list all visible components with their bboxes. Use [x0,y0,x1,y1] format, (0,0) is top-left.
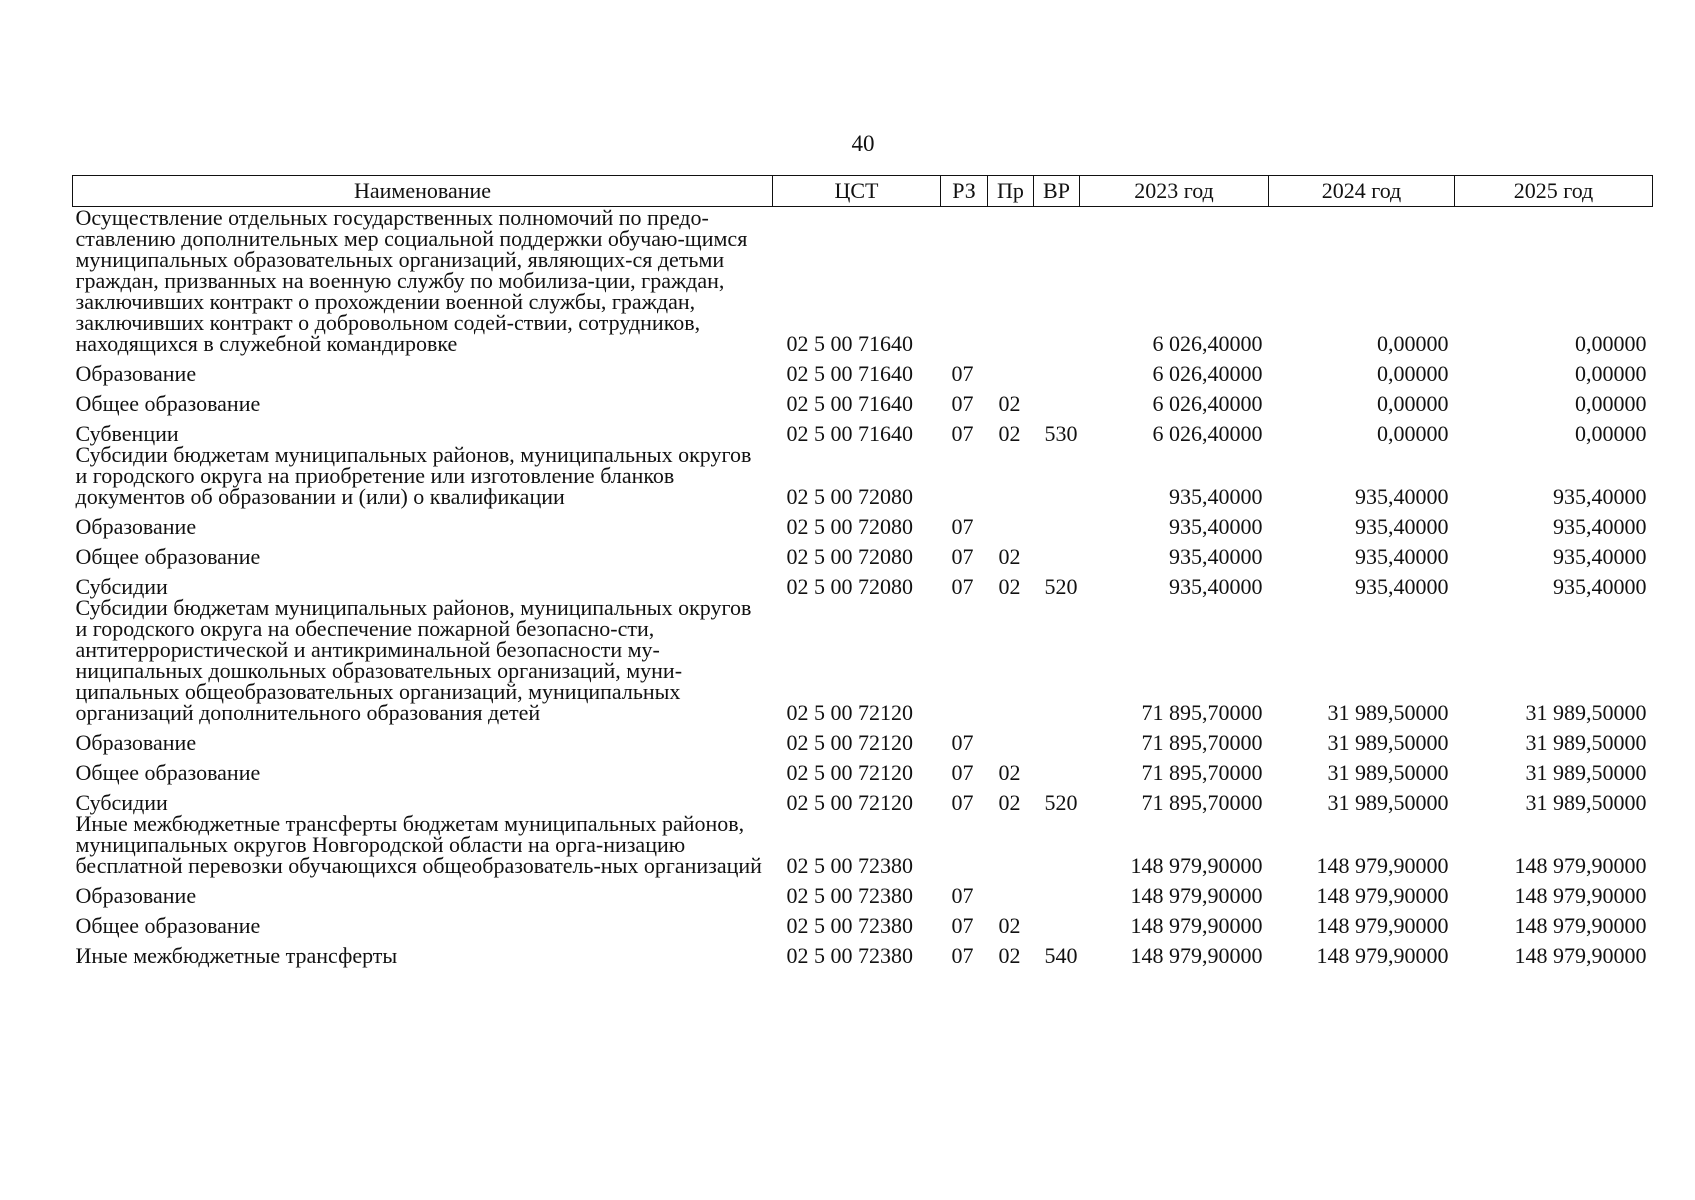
row-2023: 71 895,70000 [1141,790,1263,815]
row-cst: 02 5 00 72120 [786,790,913,815]
row-2023: 71 895,70000 [1141,730,1263,755]
row-vr: 530 [1044,421,1078,446]
row-name: Субвенции [75,421,179,446]
row-vr [1034,507,1080,537]
table-row [73,723,1653,753]
table-row [73,783,1653,813]
row-name: Субсидии [75,574,168,599]
row-pr: 02 [998,760,1021,785]
row-vr: 520 [1044,790,1078,815]
row-cst: 02 5 00 72380 [786,913,913,938]
row-2023: 148 979,90000 [1130,943,1263,968]
row-2024: 31 989,50000 [1327,790,1449,815]
row-2025: 148 979,90000 [1514,913,1647,938]
row-2024: 31 989,50000 [1327,730,1449,755]
row-pr: 02 [998,544,1021,569]
row-name: Общее образование [75,760,261,785]
budget-table [72,175,1653,966]
row-cst: 02 5 00 72080 [786,514,913,539]
row-2025: 935,40000 [1553,574,1647,599]
row-2023: 6 026,40000 [1152,331,1263,356]
row-cst: 02 5 00 72120 [786,700,913,725]
row-pr [988,813,1034,876]
row-2024: 935,40000 [1355,514,1449,539]
row-vr [1034,597,1080,723]
header-rz: РЗ [941,176,988,207]
table-row [73,906,1653,936]
row-2024: 148 979,90000 [1316,883,1449,908]
table-row [73,597,1653,723]
row-name: Образование [75,883,197,908]
row-2023: 935,40000 [1169,574,1263,599]
row-name: Образование [75,361,197,386]
row-2024: 148 979,90000 [1316,853,1449,878]
row-2025: 0,00000 [1575,331,1647,356]
row-2023: 71 895,70000 [1141,760,1263,785]
row-2024: 0,00000 [1377,421,1449,446]
row-rz: 07 [951,391,974,416]
row-2025: 31 989,50000 [1525,760,1647,785]
row-vr [1034,876,1080,906]
row-rz: 07 [951,514,974,539]
row-vr [1034,906,1080,936]
row-cst: 02 5 00 72080 [786,484,913,509]
table-header-row [73,176,1653,207]
row-pr: 02 [998,391,1021,416]
row-pr [988,207,1034,355]
row-name: Образование [75,730,197,755]
row-name: Общее образование [75,391,261,416]
row-rz: 07 [951,730,974,755]
row-rz: 07 [951,760,974,785]
row-2025: 0,00000 [1575,361,1647,386]
row-pr: 02 [998,421,1021,446]
row-name: Общее образование [75,913,261,938]
row-2024: 148 979,90000 [1316,913,1449,938]
row-vr [1034,813,1080,876]
row-2024: 148 979,90000 [1316,943,1449,968]
row-pr [988,444,1034,507]
row-rz [941,597,988,723]
row-pr: 02 [998,790,1021,815]
row-2023: 148 979,90000 [1130,913,1263,938]
row-cst: 02 5 00 72120 [786,730,913,755]
row-vr [1034,723,1080,753]
row-name: Субсидии бюджетам муниципальных районов, муниципальных округов и городского округа на приобретение или изготовление бланков документов об образовании и (или) о квалификации [75,442,752,509]
row-2023: 935,40000 [1169,484,1263,509]
row-rz: 07 [951,361,974,386]
row-2023: 6 026,40000 [1152,421,1263,446]
row-2023: 71 895,70000 [1141,700,1263,725]
row-rz: 07 [951,421,974,446]
header-2024: 2024 год [1269,176,1455,207]
row-cst: 02 5 00 72380 [786,883,913,908]
header-name: Наименование [73,176,773,207]
row-vr [1034,354,1080,384]
row-name: Иные межбюджетные трансферты бюджетам муниципальных районов, муниципальных округов Новгородской области на орга-низацию бесплатной перевозки обучающихся общеобразователь-ных организаций [75,811,762,878]
row-2023: 148 979,90000 [1130,853,1263,878]
row-2025: 31 989,50000 [1525,790,1647,815]
row-rz [941,813,988,876]
row-2025: 31 989,50000 [1525,700,1647,725]
row-rz [941,207,988,355]
row-2023: 6 026,40000 [1152,391,1263,416]
row-rz: 07 [951,790,974,815]
page-number: 40 [851,131,875,156]
row-rz: 07 [951,574,974,599]
header-cst: ЦСТ [773,176,941,207]
row-pr: 02 [998,943,1021,968]
row-vr: 540 [1044,943,1078,968]
table-row [73,813,1653,876]
row-pr [988,507,1034,537]
row-2025: 0,00000 [1575,421,1647,446]
table-row [73,936,1653,966]
row-2024: 31 989,50000 [1327,760,1449,785]
row-cst: 02 5 00 71640 [786,391,913,416]
row-name: Иные межбюджетные трансферты [75,943,398,968]
row-rz: 07 [951,943,974,968]
row-pr [988,876,1034,906]
row-2024: 0,00000 [1377,391,1449,416]
row-2024: 935,40000 [1355,574,1449,599]
table-row [73,753,1653,783]
row-2025: 31 989,50000 [1525,730,1647,755]
row-2025: 935,40000 [1553,544,1647,569]
row-name: Субсидии [75,790,168,815]
table-row [73,876,1653,906]
row-rz: 07 [951,883,974,908]
row-2025: 935,40000 [1553,514,1647,539]
row-vr [1034,753,1080,783]
row-cst: 02 5 00 71640 [786,361,913,386]
row-name: Образование [75,514,197,539]
row-cst: 02 5 00 72120 [786,760,913,785]
row-pr [988,597,1034,723]
row-rz [941,444,988,507]
row-pr: 02 [998,574,1021,599]
row-2024: 0,00000 [1377,331,1449,356]
row-rz: 07 [951,913,974,938]
row-pr [988,723,1034,753]
row-cst: 02 5 00 72380 [786,943,913,968]
header-vr: ВР [1034,176,1080,207]
row-cst: 02 5 00 71640 [786,421,913,446]
table-row [73,537,1653,567]
header-2023: 2023 год [1080,176,1269,207]
table-row [73,207,1653,355]
row-2025: 148 979,90000 [1514,853,1647,878]
row-2024: 31 989,50000 [1327,700,1449,725]
row-vr [1034,384,1080,414]
row-vr: 520 [1044,574,1078,599]
table-row [73,567,1653,597]
row-2025: 935,40000 [1553,484,1647,509]
row-name: Осуществление отдельных государственных полномочий по предо-ставлению дополнительных мер социальной поддержки обучаю-щимся муниципальных образовательных организаций, являющих-ся детьми граждан, призванных на военную службу по мобилиза-ции, граждан, заключивших контракт о прохождении военной службы, граждан, заключивших контракт о добровольном содей-ствии, сотрудников, находящихся в служебной командировке [75,205,748,356]
row-vr [1034,444,1080,507]
row-2025: 148 979,90000 [1514,883,1647,908]
row-vr [1034,207,1080,355]
row-2023: 6 026,40000 [1152,361,1263,386]
header-pr: Пр [988,176,1034,207]
row-2024: 935,40000 [1355,544,1449,569]
row-pr [988,354,1034,384]
row-cst: 02 5 00 71640 [786,331,913,356]
table-row [73,507,1653,537]
row-name: Общее образование [75,544,261,569]
row-cst: 02 5 00 72380 [786,853,913,878]
row-cst: 02 5 00 72080 [786,574,913,599]
row-2024: 935,40000 [1355,484,1449,509]
table-row [73,444,1653,507]
row-vr [1034,537,1080,567]
row-2024: 0,00000 [1377,361,1449,386]
row-name: Субсидии бюджетам муниципальных районов, муниципальных округов и городского округа на обеспечение пожарной безопасно-сти, антитеррористической и антикриминальной безопасности му-ниципальных дошкольных образовательных организаций, муни-ципальных общеобразовательных организаций, муниципальных организаций дополнительного образования детей [75,595,752,725]
row-2025: 148 979,90000 [1514,943,1647,968]
row-pr: 02 [998,913,1021,938]
row-2025: 0,00000 [1575,391,1647,416]
row-2023: 935,40000 [1169,544,1263,569]
row-cst: 02 5 00 72080 [786,544,913,569]
row-2023: 935,40000 [1169,514,1263,539]
header-2025: 2025 год [1455,176,1653,207]
row-2023: 148 979,90000 [1130,883,1263,908]
table-row [73,354,1653,384]
row-rz: 07 [951,544,974,569]
table-row [73,384,1653,414]
table-row [73,414,1653,444]
